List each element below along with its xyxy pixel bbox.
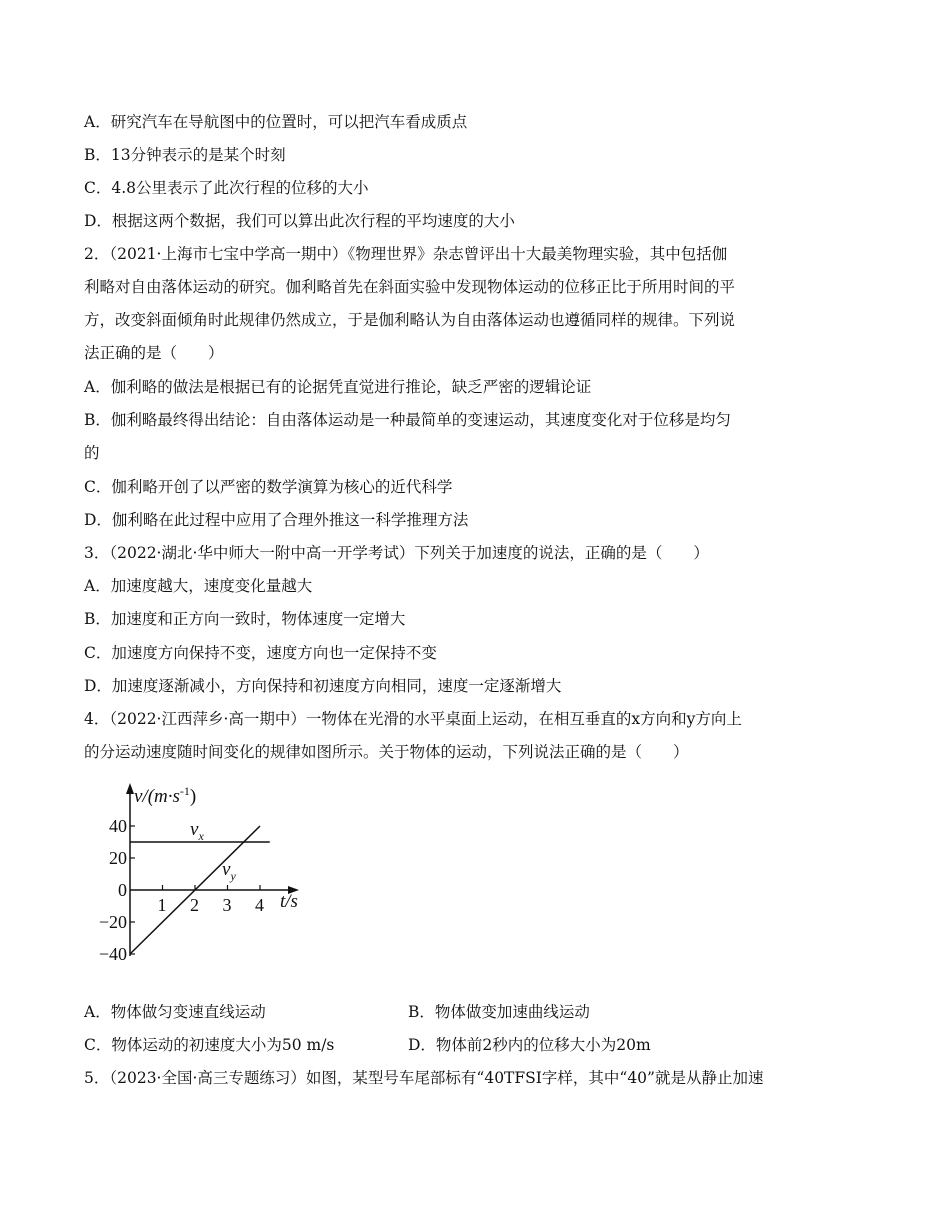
x-axis-label: t/s [280, 891, 298, 912]
chart-axes [126, 783, 299, 956]
y-tick-label: 20 [109, 848, 127, 868]
q4-option-a: A．物体做匀变速直线运动 [84, 1003, 266, 1021]
q2-option-b-cont: 的 [84, 444, 100, 462]
series-label-vx: $v_x$ [190, 819, 204, 843]
y-tick-label: −40 [98, 944, 127, 964]
q2-stem-line-2: 利略对自由落体运动的研究。伽利略首先在斜面实验中发现物体运动的位移正比于所用时间的平 [84, 278, 736, 296]
q4-stem-line-1: 4．（2022·江西萍乡·高一期中）一物体在光滑的水平桌面上运动，在相互垂直的x方向和y方向上 [84, 710, 742, 728]
q5-stem: 5．（2023·全国·高三专题练习）如图，某型号车尾部标有“40TFSI字样，其中“40”就是从静止加速 [84, 1069, 764, 1087]
q4-option-d: D．物体前2秒内的位移大小为20m [408, 1036, 651, 1054]
x-tick-label: 3 [222, 895, 232, 915]
q3-option-a: A．加速度越大，速度变化量越大 [84, 577, 313, 595]
q4-option-c: C．物体运动的初速度大小为50 m/s [84, 1036, 335, 1054]
q2-option-a: A．伽利略的做法是根据已有的论据凭直觉进行推论，缺乏严密的逻辑论证 [84, 378, 592, 396]
q3-stem: 3．（2022·湖北·华中师大一附中高一开学考试）下列关于加速度的说法，正确的是（ ） [84, 544, 709, 562]
chart-series [130, 819, 270, 954]
q2-stem-line-4: 法正确的是（ ） [84, 344, 224, 362]
q2-option-b: B．伽利略最终得出结论：自由落体运动是一种最简单的变速运动，其速度变化对于位移是均匀 [84, 411, 731, 429]
q1-option-c: C．4.8公里表示了此次行程的位移的大小 [84, 179, 369, 197]
y-tick-label: 0 [118, 880, 127, 900]
q2-stem-line-1: 2．（2021·上海市七宝中学高一期中）《物理世界》杂志曾评出十大最美物理实验，其中包括伽 [84, 245, 728, 263]
x-tick-label: 4 [255, 895, 264, 915]
q1-option-a: A．研究汽车在导航图中的位置时，可以把汽车看成质点 [84, 113, 468, 131]
q3-option-d: D．加速度逐渐减小，方向保持和初速度方向相同，速度一定逐渐增大 [84, 677, 562, 695]
x-tick-label: 2 [190, 895, 199, 915]
q2-option-d: D．伽利略在此过程中应用了合理外推这一科学推理方法 [84, 511, 469, 529]
q4-option-b: B．物体做变加速曲线运动 [408, 1003, 590, 1021]
q4-stem-line-2: 的分运动速度随时间变化的规律如图所示。关于物体的运动，下列说法正确的是（ ） [84, 743, 689, 761]
x-tick-label: 1 [157, 895, 167, 915]
series-label-vy: $v_y$ [222, 859, 236, 883]
q1-option-b: B．13分钟表示的是某个时刻 [84, 146, 286, 164]
y-tick-label: 40 [109, 816, 127, 836]
q2-stem-line-3: 方，改变斜面倾角时此规律仍然成立，于是伽利略认为自由落体运动也遵循同样的规律。下列说 [84, 311, 736, 329]
y-tick-label: −20 [98, 912, 127, 932]
q3-option-c: C．加速度方向保持不变，速度方向也一定保持不变 [84, 644, 437, 662]
q2-option-c: C．伽利略开创了以严密的数学演算为核心的近代科学 [84, 478, 453, 496]
velocity-time-chart [98, 780, 308, 970]
q3-option-b: B．加速度和正方向一致时，物体速度一定增大 [84, 610, 406, 628]
y-axis-label: $v/(m\cdot s^{-1})$ [134, 784, 197, 807]
q1-option-d: D．根据这两个数据，我们可以算出此次行程的平均速度的大小 [84, 212, 515, 230]
y-axis-arrow [126, 783, 134, 794]
